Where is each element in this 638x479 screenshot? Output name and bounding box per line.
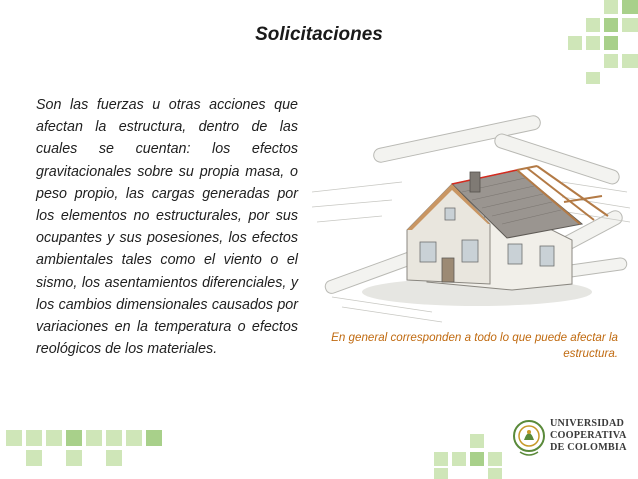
house-construction-illustration — [312, 112, 630, 332]
image-caption: En general corresponden a todo lo que puede afectar la estructura. — [331, 331, 618, 360]
body-paragraph: Son las fuerzas u otras acciones que afectan la estructura, dentro de las cuales se cuentan: los efectos gravitacionales sobre su propia masa, o peso propio, las cargas generadas por los elementos no estructurales, por sus ocupantes y sus posesiones, los efectos ambientales tales como el viento o el sismo, los asentamientos diferenciales, y los cambios dimensionales causados por variaciones en la temperatura o efectos reológicos de los materiales. — [36, 97, 298, 358]
university-logo — [512, 412, 632, 468]
slide-title: Solicitaciones — [255, 24, 383, 45]
university-name: UNIVERSIDAD COOPERATIVA DE COLOMBIA — [550, 418, 627, 453]
seal-icon — [512, 416, 546, 460]
